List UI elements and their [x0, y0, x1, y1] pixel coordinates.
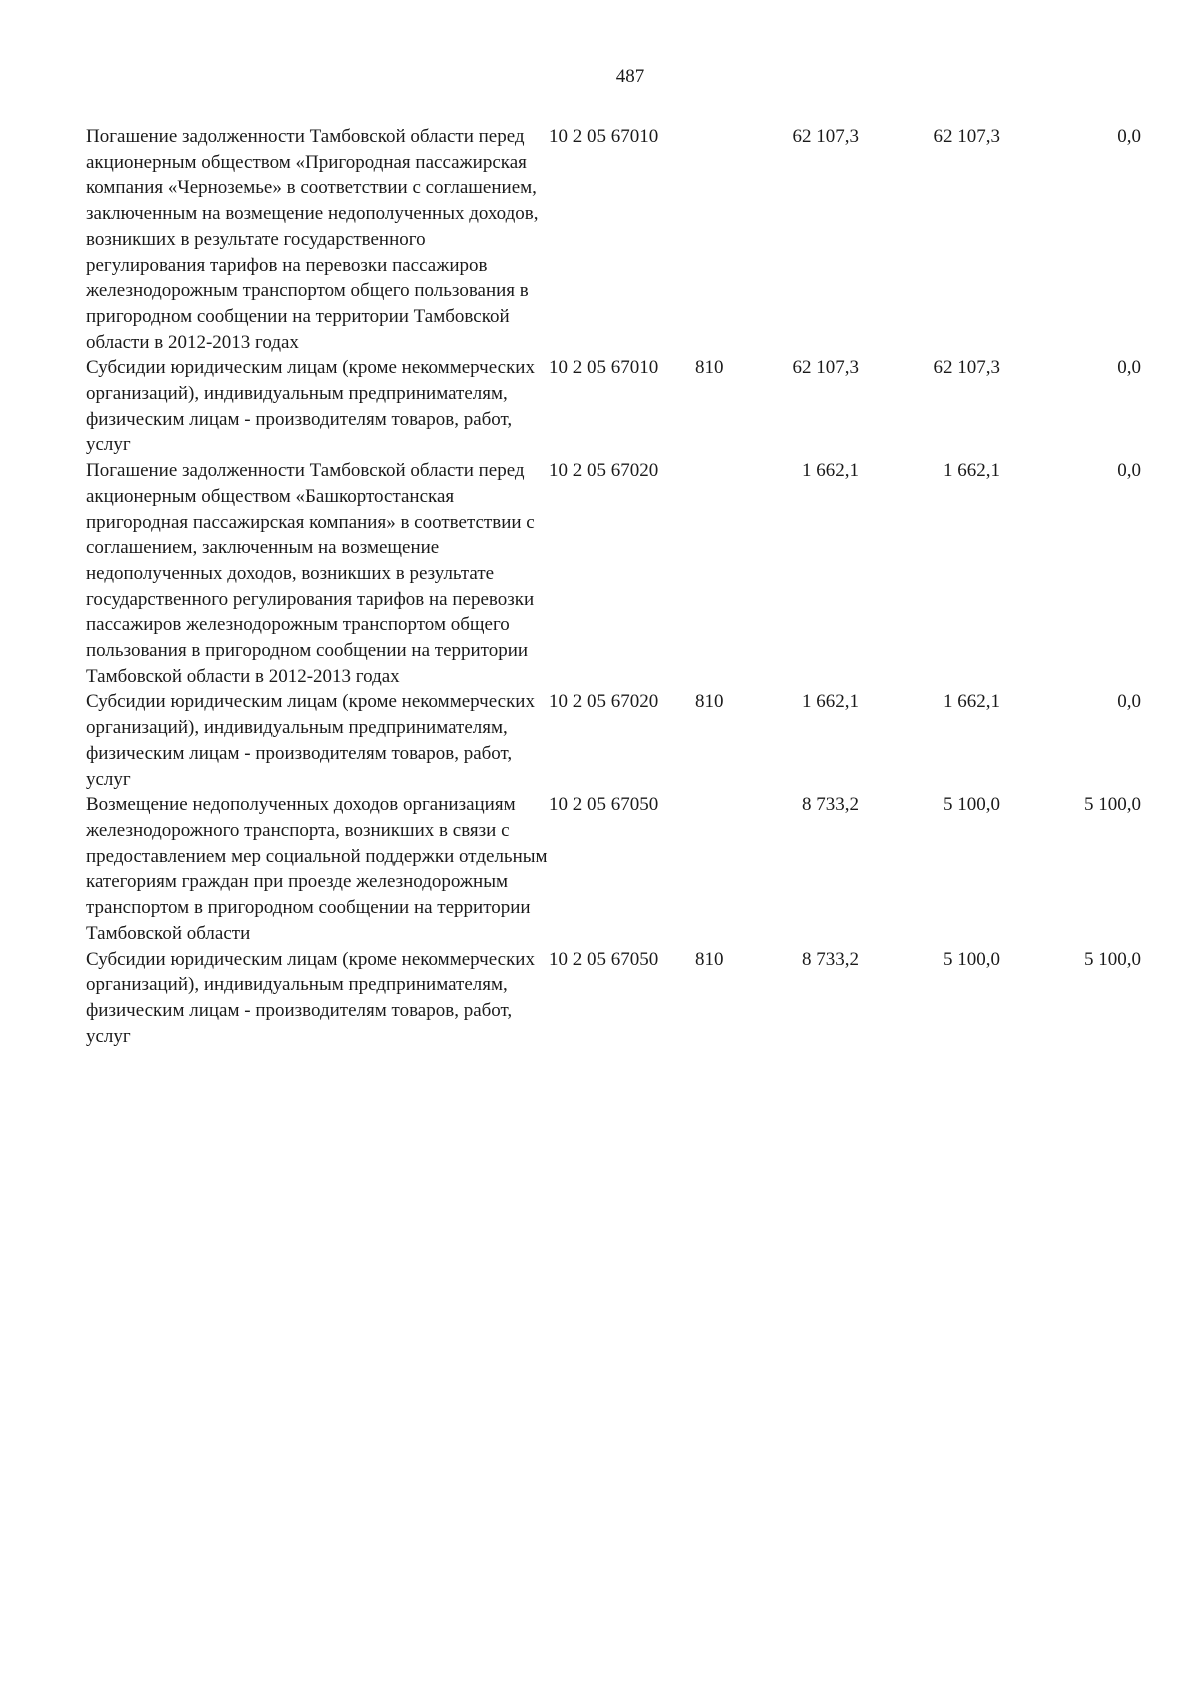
row-value-1: 62 107,3	[792, 357, 859, 379]
row-description: Погашение задолженности Тамбовской области перед акционерным обществом «Пригородная пассажирская компания «Черноземье» в соответствии с соглашением, заключенным на возмещение недополученных доходов, возникших в результате государственного регулирования тарифов на перевозки пассажиров железнодорожным транспортом общего пользования в пригородном сообщении на территории Тамбовской области в 2012-2013 годах	[86, 126, 539, 353]
table-row	[86, 792, 1141, 946]
row-value-3: 0,0	[1117, 126, 1141, 147]
row-expense-type: 810	[695, 948, 724, 970]
row-value-2: 5 100,0	[943, 948, 1000, 970]
row-value-2: 1 662,1	[943, 691, 1000, 713]
row-value-3: 0,0	[1117, 357, 1141, 379]
table-row	[86, 947, 1141, 1050]
row-value-2: 62 107,3	[933, 357, 1000, 379]
row-value-3: 5 100,0	[1084, 794, 1141, 816]
row-value-1: 8 733,2	[802, 794, 859, 816]
row-code: 10 2 05 67010	[549, 357, 659, 379]
row-code: 10 2 05 67050	[549, 948, 659, 970]
row-value-1: 1 662,1	[802, 460, 859, 482]
row-value-2: 62 107,3	[933, 126, 1000, 147]
table-row	[86, 458, 1141, 689]
row-expense-type	[695, 792, 755, 946]
row-expense-type: 810	[695, 357, 724, 379]
row-expense-type: 810	[695, 691, 724, 713]
row-value-2: 5 100,0	[943, 794, 1000, 816]
row-code: 10 2 05 67050	[549, 794, 659, 816]
row-code: 10 2 05 67010	[549, 126, 659, 147]
row-description: Субсидии юридическим лицам (кроме некоммерческих организаций), индивидуальным предпринимателям, физическим лицам - производителям товаров, работ, услуг	[86, 691, 535, 790]
row-value-3: 5 100,0	[1084, 948, 1141, 970]
row-description: Субсидии юридическим лицам (кроме некоммерческих организаций), индивидуальным предпринимателям, физическим лицам - производителям товаров, работ, услуг	[86, 357, 535, 456]
table-row	[86, 355, 1141, 458]
row-value-1: 62 107,3	[792, 126, 859, 147]
row-value-3: 0,0	[1117, 691, 1141, 713]
row-description: Субсидии юридическим лицам (кроме некоммерческих организаций), индивидуальным предпринимателям, физическим лицам - производителям товаров, работ, услуг	[86, 948, 535, 1047]
row-description: Погашение задолженности Тамбовской области перед акционерным обществом «Башкортостанская пригородная пассажирская компания» в соответствии с соглашением, заключенным на возмещение недополученных доходов, возникших в результате государственного регулирования тарифов на перевозки пассажиров железнодорожным транспортом общего пользования в пригородном сообщении на территории Тамбовской области в 2012-2013 годах	[86, 460, 535, 687]
table-row	[86, 124, 1141, 355]
row-expense-type	[695, 124, 755, 355]
page-number: 487	[615, 66, 645, 87]
row-value-1: 8 733,2	[802, 948, 859, 970]
table-row	[86, 689, 1141, 792]
row-value-2: 1 662,1	[943, 460, 1000, 482]
row-value-1: 1 662,1	[802, 691, 859, 713]
row-value-3: 0,0	[1117, 460, 1141, 482]
budget-table	[86, 124, 1141, 1049]
row-code: 10 2 05 67020	[549, 691, 659, 713]
row-code: 10 2 05 67020	[549, 460, 659, 482]
row-description: Возмещение недополученных доходов организациям железнодорожного транспорта, возникших в связи с предоставлением мер социальной поддержки отдельным категориям граждан при проезде железнодорожным транспортом в пригородном сообщении на территории Тамбовской области	[86, 794, 548, 944]
row-expense-type	[695, 458, 755, 689]
